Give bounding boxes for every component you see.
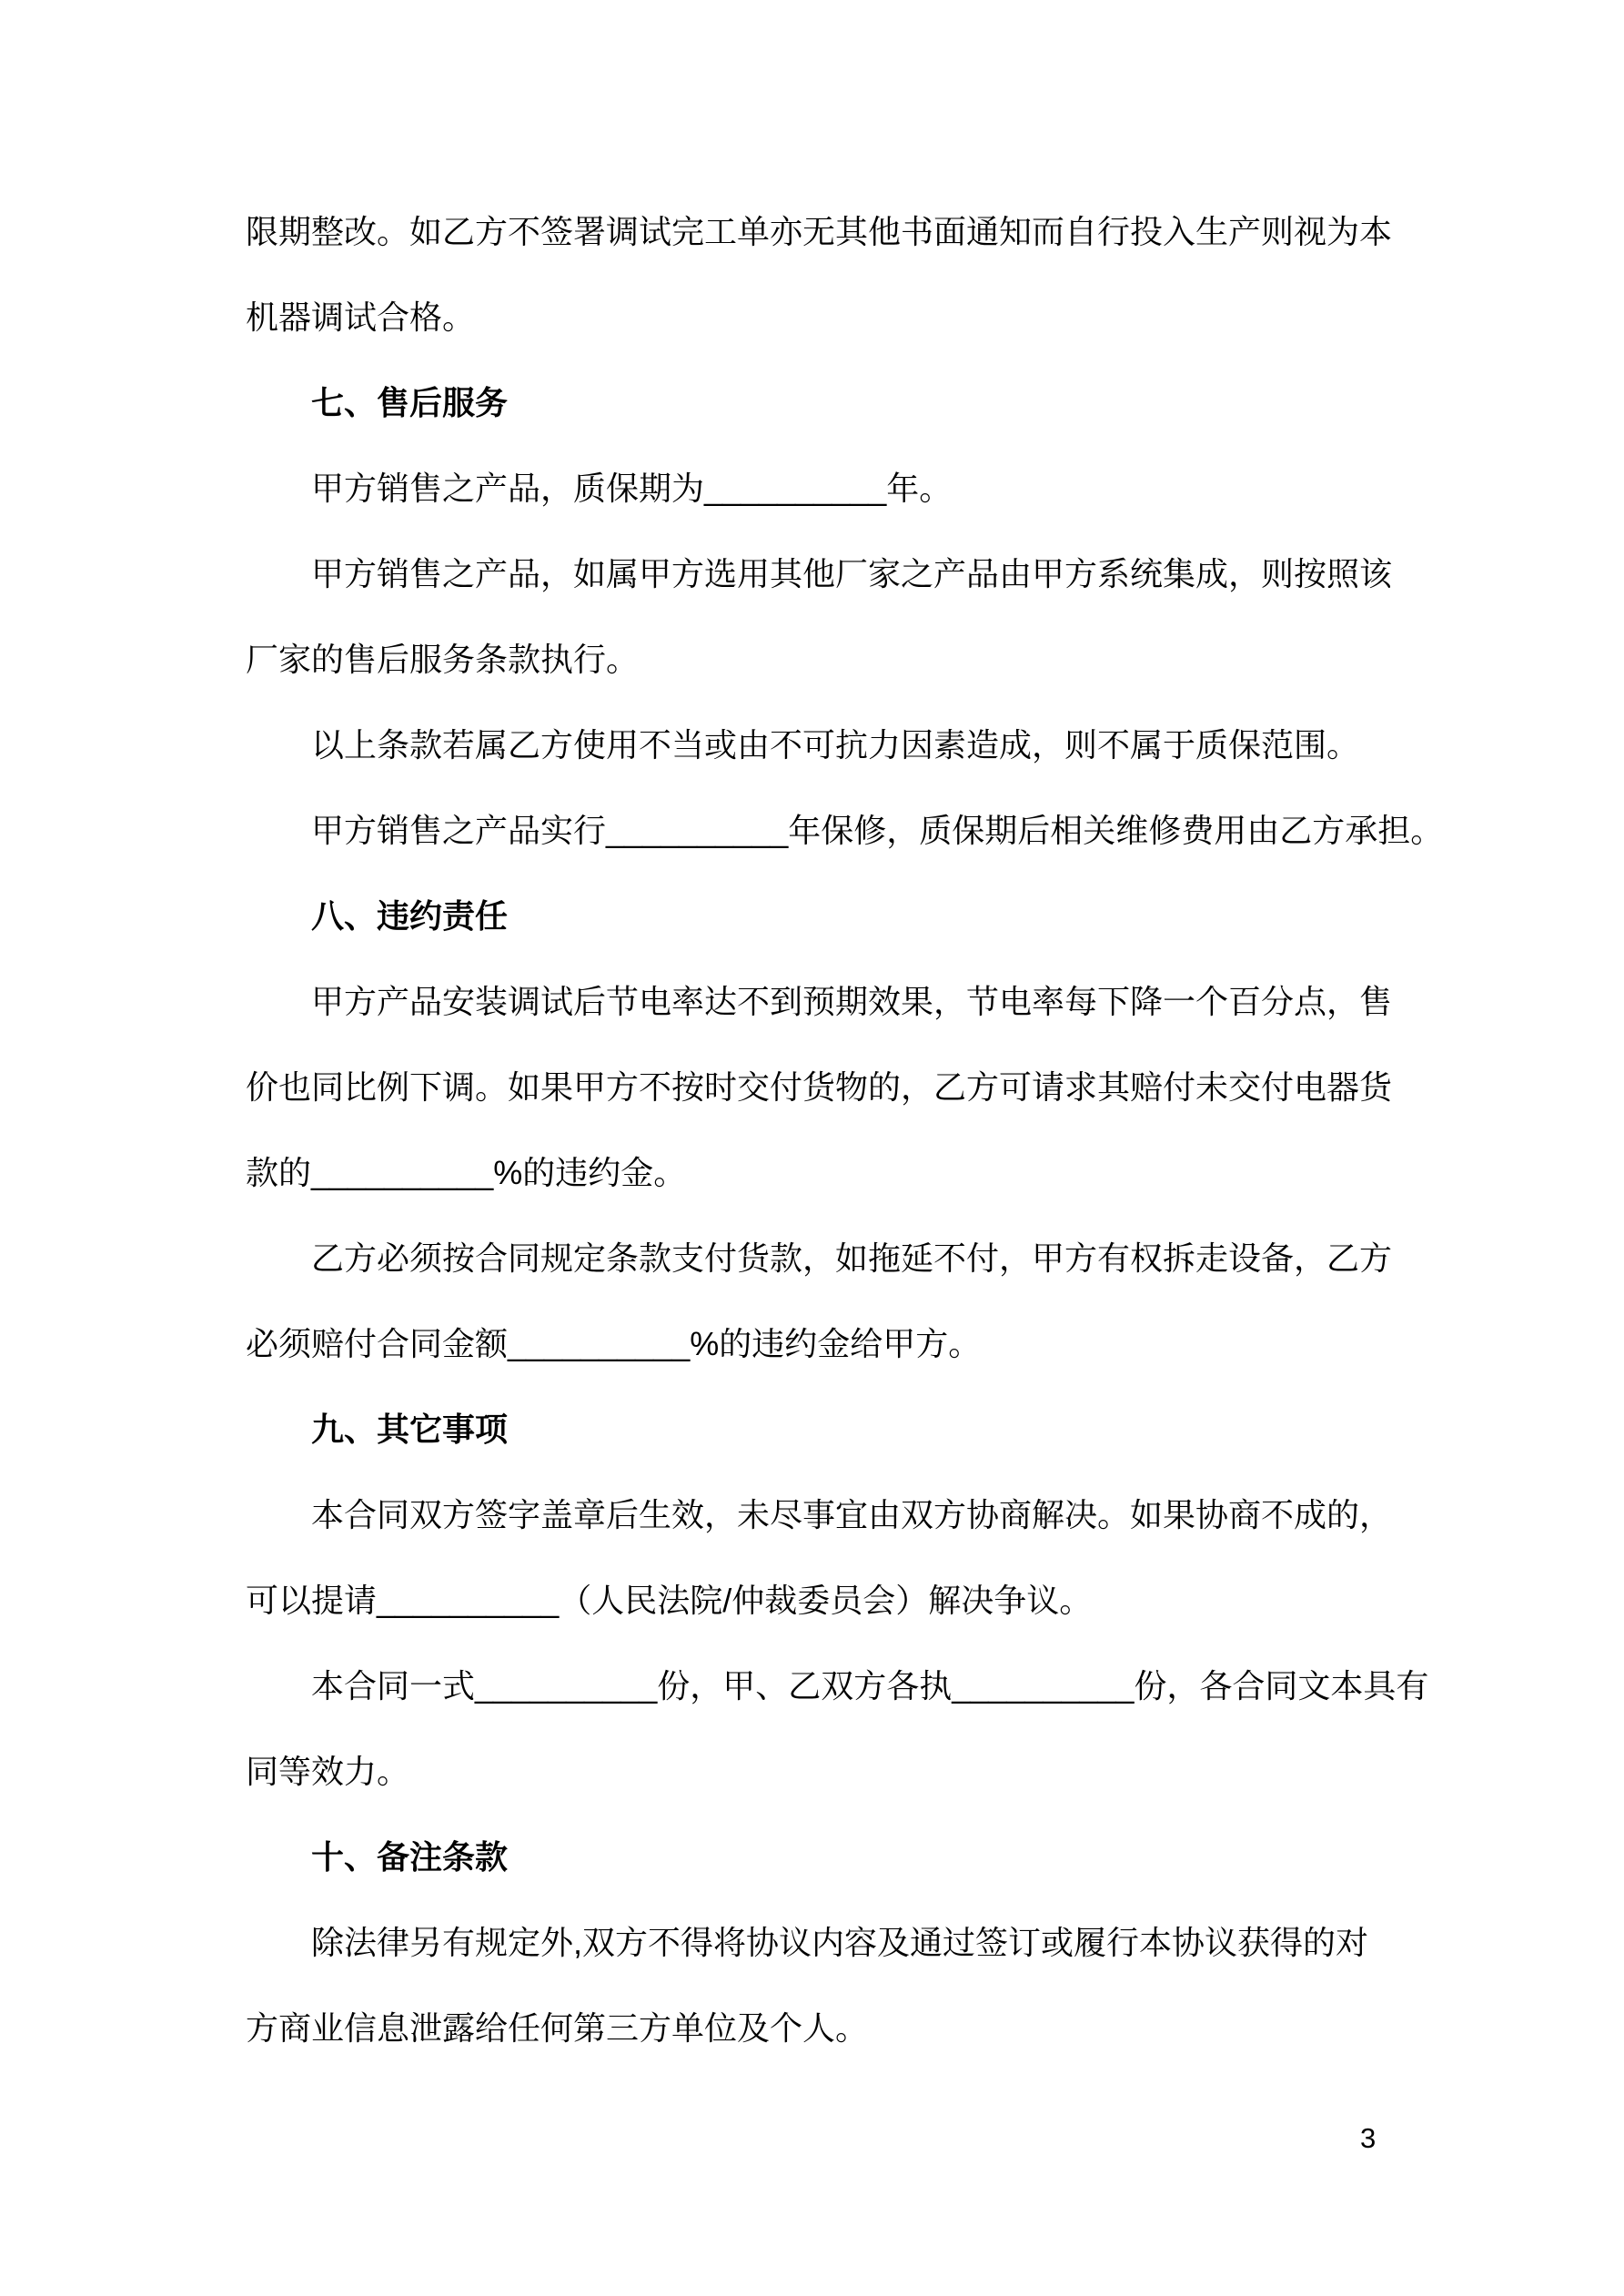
contract-line: 款的__________%的违约金。 bbox=[246, 1154, 687, 1191]
contract-line: 本合同双方签字盖章后生效，未尽事宜由双方协商解决。如果协商不成的， bbox=[311, 1496, 1393, 1533]
contract-line: 厂家的售后服务条款执行。 bbox=[246, 641, 640, 678]
contract-line: 限期整改。如乙方不签署调试完工单亦无其他书面通知而自行投入生产则视为本 bbox=[246, 213, 1393, 250]
contract-line: 乙方必须按合同规定条款支付货款，如拖延不付，甲方有权拆走设备，乙方 bbox=[311, 1239, 1393, 1277]
section-heading-breach: 八、违约责任 bbox=[311, 897, 509, 935]
contract-line: 价也同比例下调。如果甲方不按时交付货物的，乙方可请求其赔付未交付电器货 bbox=[246, 1068, 1393, 1106]
contract-line: 以上条款若属乙方使用不当或由不可抗力因素造成，则不属于质保范围。 bbox=[311, 726, 1360, 764]
section-heading-remarks: 十、备注条款 bbox=[311, 1838, 509, 1876]
contract-line: 机器调试合格。 bbox=[246, 298, 476, 336]
contract-line: 可以提请__________（人民法院/仲裁委员会）解决争议。 bbox=[246, 1582, 1093, 1619]
section-heading-other-matters: 九、其它事项 bbox=[311, 1411, 509, 1448]
contract-line: 甲方销售之产品，如属甲方选用其他厂家之产品由甲方系统集成，则按照该 bbox=[311, 555, 1393, 592]
contract-line: 除法律另有规定外,双方不得将协议内容及通过签订或履行本协议获得的对 bbox=[311, 1924, 1369, 1961]
contract-line: 必须赔付合同金额__________%的违约金给甲方。 bbox=[246, 1325, 982, 1362]
contract-line: 甲方产品安装调试后节电率达不到预期效果，节电率每下降一个百分点，售 bbox=[311, 983, 1393, 1020]
contract-line: 同等效力。 bbox=[246, 1753, 410, 1790]
contract-line: 甲方销售之产品实行__________年保修，质保期后相关维修费用由乙方承担。 bbox=[311, 812, 1444, 849]
section-heading-after-sales: 七、售后服务 bbox=[311, 384, 509, 421]
contract-line: 甲方销售之产品，质保期为__________年。 bbox=[311, 470, 953, 507]
page-number: 3 bbox=[1360, 2122, 1377, 2154]
contract-line: 本合同一式__________份，甲、乙双方各执__________份，各合同文本具有 bbox=[311, 1667, 1429, 1704]
contract-line: 方商业信息泄露给任何第三方单位及个人。 bbox=[246, 2009, 869, 2047]
contract-body bbox=[246, 189, 1444, 2071]
